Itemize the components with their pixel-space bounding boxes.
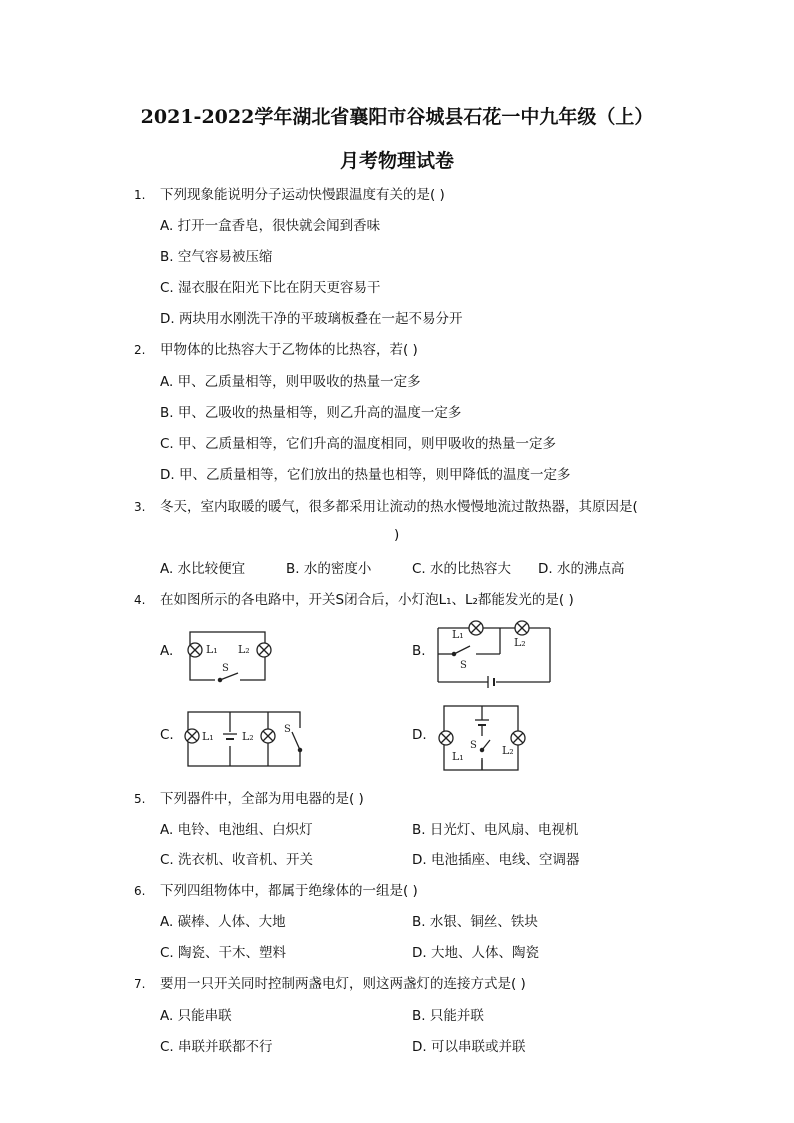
label-l2: L₂ xyxy=(238,643,250,656)
page-title-line1: 2021-2022学年湖北省襄阳市谷城县石花一中九年级（上） xyxy=(140,106,654,128)
q3-stem-continuation: ) xyxy=(394,527,400,543)
q6-option-a: A. 碳棒、人体、大地 xyxy=(160,914,286,930)
q4-option-c: C. xyxy=(160,727,174,743)
question-number: 7. xyxy=(134,977,146,991)
label-l1: L₁ xyxy=(206,643,218,656)
q7-option-d: D. 可以串联或并联 xyxy=(412,1039,526,1055)
q3-option-a: A. 水比较便宜 xyxy=(160,561,246,577)
q3-option-b: B. 水的密度小 xyxy=(286,561,372,577)
label-l1: L₁ xyxy=(202,730,214,743)
question-stem: 冬天，室内取暖的暖气，很多都采用让流动的热水慢慢地流过散热器，其原因是( xyxy=(160,499,638,515)
q2-option-c: C. 甲、乙质量相等，它们升高的温度相同，则甲吸收的热量一定多 xyxy=(160,436,557,452)
question-number: 5. xyxy=(134,792,146,806)
label-s: S xyxy=(470,740,477,751)
question-number: 6. xyxy=(134,884,146,898)
q1-option-c: C. 湿衣服在阳光下比在阴天更容易干 xyxy=(160,280,381,296)
q7-option-c: C. 串联并联都不行 xyxy=(160,1039,273,1055)
question-number: 4. xyxy=(134,593,146,607)
q4-option-b: B. xyxy=(412,643,426,659)
q6-option-d: D. 大地、人体、陶瓷 xyxy=(412,945,539,961)
q7-option-a: A. 只能串联 xyxy=(160,1008,232,1024)
question-stem: 下列器件中，全部为用电器的是( ) xyxy=(160,791,364,807)
q3-option-d: D. 水的沸点高 xyxy=(538,561,625,577)
question-6 xyxy=(134,879,418,899)
page-title-line2: 月考物理试卷 xyxy=(339,150,454,172)
question-2 xyxy=(134,338,418,358)
q3-option-c: C. 水的比热容大 xyxy=(412,561,512,577)
q2-option-d: D. 甲、乙质量相等，它们放出的热量也相等，则甲降低的温度一定多 xyxy=(160,467,571,483)
q5-option-a: A. 电铃、电池组、白炽灯 xyxy=(160,822,313,838)
question-3 xyxy=(134,495,638,515)
q6-option-c: C. 陶瓷、干木、塑料 xyxy=(160,945,287,961)
question-7 xyxy=(134,972,526,992)
label-l2: L₂ xyxy=(502,744,514,757)
question-stem: 在如图所示的各电路中，开关S闭合后，小灯泡L₁、L₂都能发光的是( ) xyxy=(160,592,574,608)
question-number: 2. xyxy=(134,343,146,357)
question-4 xyxy=(134,588,574,608)
label-s: S xyxy=(284,724,291,735)
q4-option-d: D. xyxy=(412,727,427,743)
label-l2: L₂ xyxy=(242,730,254,743)
label-s: S xyxy=(222,663,229,674)
q1-option-a: A. 打开一盒香皂，很快就会闻到香味 xyxy=(160,218,381,234)
question-number: 1. xyxy=(134,188,146,202)
question-1 xyxy=(134,183,445,203)
question-5 xyxy=(134,787,364,807)
q5-option-c: C. 洗衣机、收音机、开关 xyxy=(160,852,314,868)
question-stem: 要用一只开关同时控制两盏电灯，则这两盏灯的连接方式是( ) xyxy=(160,976,526,992)
label-l1: L₁ xyxy=(452,750,464,763)
circuit-diagram-a xyxy=(180,620,280,686)
q1-option-d: D. 两块用水刚洗干净的平玻璃板叠在一起不易分开 xyxy=(160,311,463,327)
question-number: 3. xyxy=(134,500,146,514)
q7-option-b: B. 只能并联 xyxy=(412,1008,484,1024)
circuit-diagram-d xyxy=(432,700,532,776)
q1-option-b: B. 空气容易被压缩 xyxy=(160,249,273,265)
circuit-diagram-b xyxy=(430,612,560,692)
circuit-diagram-c xyxy=(180,706,310,772)
q2-option-a: A. 甲、乙质量相等，则甲吸收的热量一定多 xyxy=(160,374,421,390)
question-stem: 下列现象能说明分子运动快慢跟温度有关的是( ) xyxy=(160,187,445,203)
label-s: S xyxy=(460,660,467,671)
q2-option-b: B. 甲、乙吸收的热量相等，则乙升高的温度一定多 xyxy=(160,405,462,421)
label-l2: L₂ xyxy=(514,636,526,649)
q6-option-b: B. 水银、铜丝、铁块 xyxy=(412,914,538,930)
q4-option-a: A. xyxy=(160,643,174,659)
q5-option-d: D. 电池插座、电线、空调器 xyxy=(412,852,580,868)
question-stem: 甲物体的比热容大于乙物体的比热容，若( ) xyxy=(160,342,418,358)
label-l1: L₁ xyxy=(452,628,464,641)
question-stem: 下列四组物体中，都属于绝缘体的一组是( ) xyxy=(160,883,418,899)
q5-option-b: B. 日光灯、电风扇、电视机 xyxy=(412,822,579,838)
